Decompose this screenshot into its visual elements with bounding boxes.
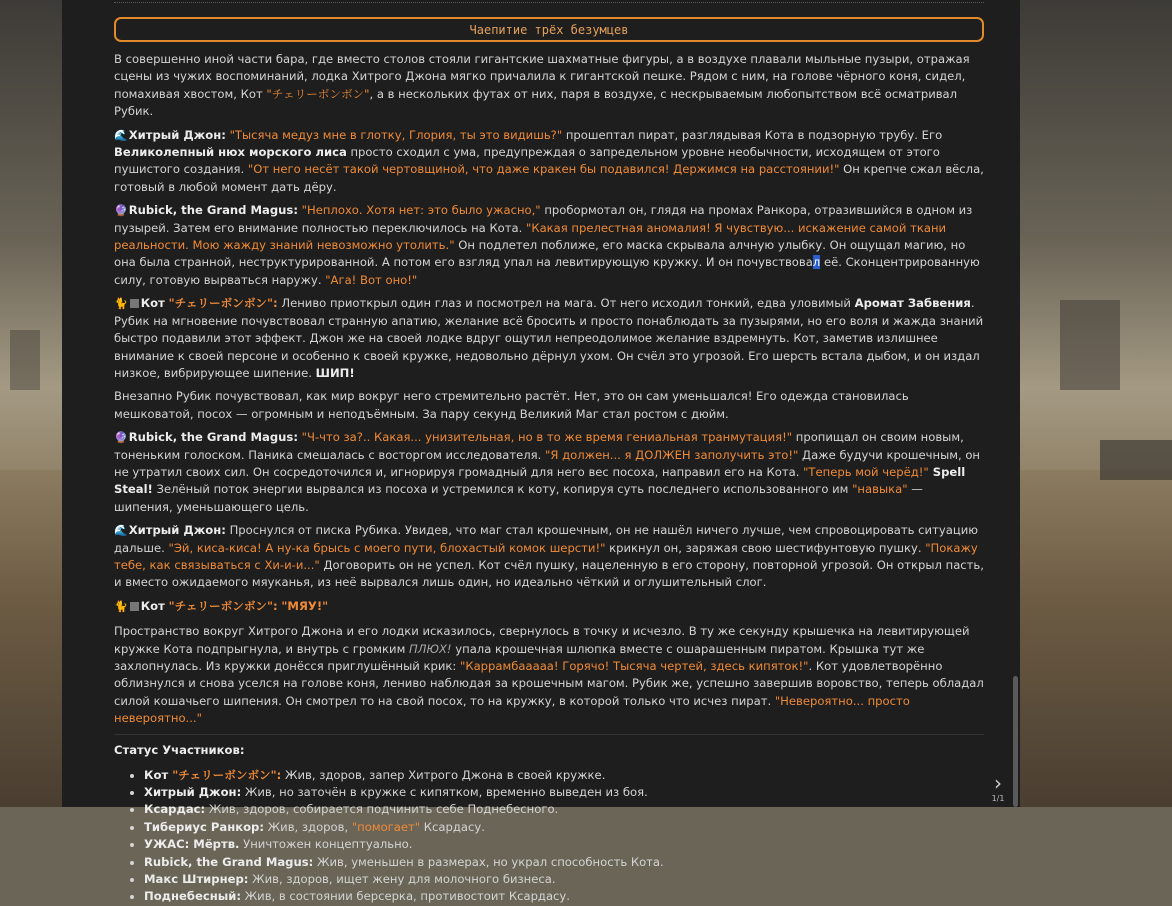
list-item: • Макс Штирнер: Жив, здоров, ищет жену для молочного бизнеса. [144, 871, 984, 888]
crystal-ball-icon: 🔮 [114, 204, 128, 218]
status-title: Статус Участников: [114, 742, 245, 757]
paragraph-john-1: 🌊Хитрый Джон: "Тысяча медуз мне в глотку, Глория, ты это видишь?" прошептал пират, разглядывая Кота в подзорную трубу. Его Великолепный нюх морского лиса просто сходил с ума, предупреждая о запредельном уровне необычности, исходящем от этого пушистого создания. "От него несёт такой чертовщиной, что даже кракен бы подавился! Держимся на расстоянии!" Он крепче сжал вёсла, готовый в любой момент дать дёру. [114, 127, 984, 194]
list-item: • УЖАС: Мёртв. Уничтожен концептуально. [144, 836, 984, 853]
black-square-icon [130, 602, 139, 611]
status-list [114, 767, 984, 906]
paragraph-rubick-2: 🔮Rubick, the Grand Magus: "Ч-что за?.. Какая... унизительная, но в то же время гениальная транмутация!" пропищал он своим новым, тоненьким голоском. Паника смешалась с восторгом исследователя. "Я должен... я ДОЛЖЕН заполучить это!" Даже будучи крошечным, он не утратил своих сил. Он сосредоточился и, игнорируя громадный для него вес посоха, направил его на Кота. "Теперь мой черёд!" Spell Steal! Зелёный поток энергии вырвался из посоха и устремился к коту, копируя суть последнего использованного им "навыка" — шипения, уменьшающего цель. [114, 430, 981, 514]
cat-icon: 🐈 [114, 297, 128, 311]
chevron-right-icon: › [994, 771, 1002, 795]
wave-icon: 🌊 [114, 128, 128, 142]
crystal-ball-icon: 🔮 [114, 431, 128, 445]
list-item: • Тибериус Ранкор: Жив, здоров, "помогает" Ксардасу. [144, 819, 984, 836]
paragraph-outcome: Пространство вокруг Хитрого Джона и его лодки исказилось, свернулось в точку и исчезло. В ту же секунду крышечка на левитирующей кружке Кота подпрыгнула, и внутрь с громким ПЛЮХ! упала крошечная шлюпка вместе с ошарашенным пиратом. Крышка тут же захлопнулась. Из кружки донёсся приглушённый крик: "Каррамбааааа! Горячо! Тысяча чертей, здесь кипяток!". Кот удовлетворённо облизнулся и снова уселся на голове коня, лениво наблюдая за крошечным магом. Рубик же, успешно завершив воровство, теперь обладал силой кошачьего шипения. Он смотрел то на свой посох, то на кружку, в которой только что исчез пират. "Невероятно... просто невероятно..." [114, 624, 984, 726]
wave-icon: 🌊 [114, 524, 128, 538]
divider [114, 734, 984, 735]
paragraph-shrink: Внезапно Рубик почувствовал, как мир вокруг него стремительно растёт. Нет, это он сам уменьшался! Его одежда становилась мешковатой, посох — огромным и неподъёмным. За пару секунд Великий Маг стал ростом с дюйм. [114, 389, 909, 421]
next-swipe-button[interactable] [988, 772, 1008, 794]
list-item: • Rubick, the Grand Magus: Жив, уменьшен в размерах, но украл способность Кота. [144, 854, 984, 871]
scrollbar-thumb[interactable] [1013, 676, 1018, 807]
paragraph-intro: В совершенно иной части бара, где вместо столов стояли гигантские шахматные фигуры, а в воздухе плавали мыльные пузыри, отражая сцены из чужих воспоминаний, лодка Хитрого Джона мягко причалила к гигантской пешке. Рядом с ним, на голове чёрного коня, сидел, помахивая хвостом, Кот "チェリーボンボン", а в нескольких футах от них, паря в воздухе, с нескрываемым любопытством всё осматривал Рубик. [114, 52, 970, 119]
list-item: • Ксардас: Жив, здоров, собирается подчинить себе Поднебесного. [144, 801, 984, 818]
paragraph-cat-2: 🐈 Кот "チェリーボンボン": "МЯУ!" [114, 598, 984, 615]
paragraph-cat-1: 🐈 Кот "チェリーボンボン": Лениво приоткрыл один глаз и посмотрел на мага. От него исходил тонкий, едва уловимый Аромат Забвения. Рубик на мгновение почувствовал странную апатию, желание всё бросить и просто понаблюдать за пузырями, но его воля и жажда знаний быстро подавили этот эффект. Джон же на своей лодке вдруг ощутил непреодолимое желание вздремнуть. Кот, заметив излишнее внимание к своей персоне и особенно к своей кружке, недовольно дёрнул ухом. Он счёл это угрозой. Его шерсть встала дыбом, и он издал низкое, вибрирующее шипение. ШИП! [114, 296, 984, 380]
list-item: • Хитрый Джон: Жив, но заточён в кружке с кипятком, временно выведен из боя. [144, 784, 984, 801]
chat-panel [62, 0, 1020, 904]
scene-title: Чаепитие трёх безумцев [114, 17, 984, 42]
list-item: • Кот "チェリーボンボン": Жив, здоров, запер Хитрого Джона в своей кружке. [144, 767, 984, 784]
swipe-counter: 1/1 [991, 794, 1005, 803]
message-content [114, 0, 984, 906]
paragraph-rubick-1: 🔮Rubick, the Grand Magus: "Неплохо. Хотя нет: это было ужасно," пробормотал он, глядя на промах Ранкора, отразившийся в одном из пузырей. Затем его внимание полностью переключилось на Кота. "Какая прелестная аномалия! Я чувствую... искажение самой ткани реальности. Мою жажду знаний невозможно утолить." Он подлетел поближе, его маска скрывала алчную улыбку. Он ощущал магию, но она была странной, неструктурированной. А потом его взгляд упал на левитирующую кружку. И он почувствовал её. Сконцентрированную силу, готовую вырваться наружу. "Ага! Вот оно!" [114, 203, 980, 287]
paragraph-john-2: 🌊Хитрый Джон: Проснулся от писка Рубика. Увидев, что маг стал крошечным, он не нашёл ничего лучше, чем спровоцировать ситуацию дальше. "Эй, киса-киса! А ну-ка брысь с моего пути, блохастый комок шерсти!" крикнул он, заряжая свою шестифунтовую пушку. "Покажу тебе, как связываться с Хи-и-и..." Договорить он не успел. Кот счёл пушку, нацеленную в его сторону, повторной угрозой. Он открыл пасть, и вместо ожидаемого мяуканья, из неё вырвался лишь один, но идеально чёткий и оглушительный слог. [114, 523, 984, 590]
list-item: • Поднебесный: Жив, в состоянии берсерка, противостоит Ксардасу. [144, 888, 984, 905]
cat-icon: 🐈 [114, 599, 128, 613]
text-cursor: л [812, 255, 821, 270]
black-square-icon [130, 299, 139, 308]
